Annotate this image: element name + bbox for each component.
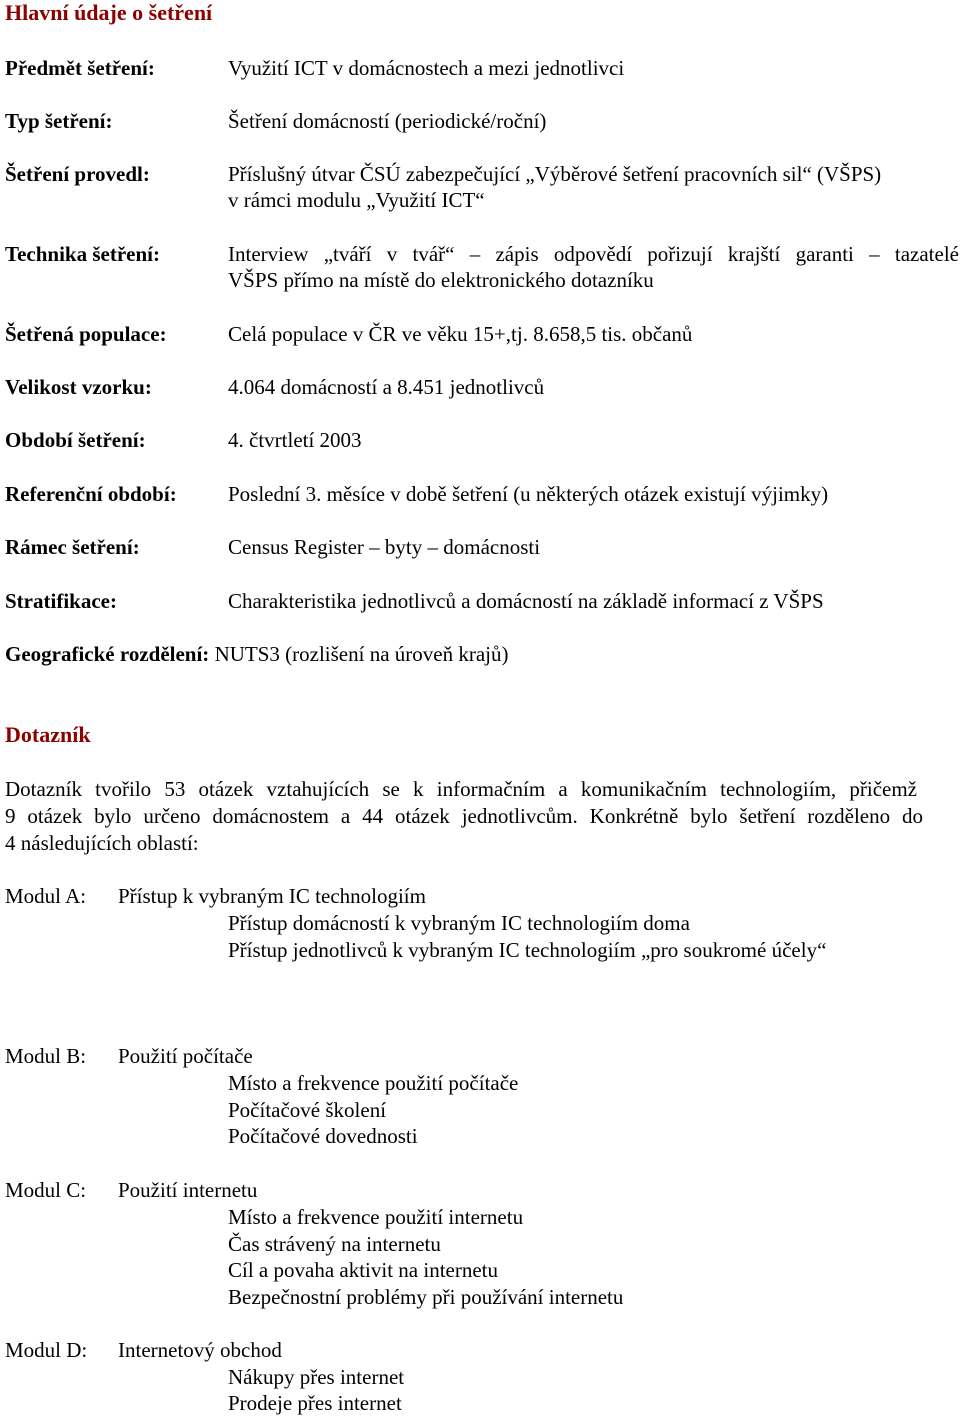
module-a-item: Přístup jednotlivců k vybraným IC technologiím „pro soukromé účely“ bbox=[228, 938, 827, 962]
module-d-item: Prodeje přes internet bbox=[228, 1391, 402, 1415]
field-value-population: Celá populace v ČR ve věku 15+,tj. 8.658,5 tis. občanů bbox=[228, 322, 693, 346]
module-d-item: Nákupy přes internet bbox=[228, 1365, 405, 1389]
module-c-item: Místo a frekvence použití internetu bbox=[228, 1205, 524, 1229]
field-value-reference-period: Poslední 3. měsíce v době šetření (u některých otázek existují výjimky) bbox=[228, 482, 829, 506]
module-a-title: Přístup k vybraným IC technologiím bbox=[118, 884, 426, 908]
field-label-conducted-by: Šetření provedl: bbox=[5, 162, 150, 186]
module-a-label: Modul A: bbox=[5, 884, 87, 908]
field-value-stratification: Charakteristika jednotlivců a domácností na základě informací z VŠPS bbox=[228, 589, 824, 613]
questionnaire-heading: Dotazník bbox=[5, 722, 91, 747]
page-title: Hlavní údaje o šetření bbox=[5, 0, 213, 25]
module-c-item: Bezpečnostní problémy při používání internetu bbox=[228, 1285, 624, 1309]
field-value-technique-line2: VŠPS přímo na místě do elektronického dotazníku bbox=[228, 268, 654, 292]
module-d-label: Modul D: bbox=[5, 1338, 88, 1362]
field-value-technique-line1: Interview „tváří v tvář“ – zápis odpovědí pořizují krajští garanti – tazatelé bbox=[228, 242, 959, 266]
field-label-population: Šetřená populace: bbox=[5, 322, 167, 346]
module-c-item: Cíl a povaha aktivit na internetu bbox=[228, 1258, 499, 1282]
module-c-title: Použití internetu bbox=[118, 1178, 258, 1202]
questionnaire-intro-line2: 9 otázek bylo určeno domácnostem a 44 otázek jednotlivcům. Konkrétně bylo šetření rozděleno do bbox=[5, 804, 923, 828]
field-label-period: Období šetření: bbox=[5, 428, 146, 452]
module-b-title: Použití počítače bbox=[118, 1044, 253, 1068]
field-value-conducted-by-line1: Příslušný útvar ČSÚ zabezpečující „Výběrové šetření pracovních sil“ (VŠPS) bbox=[228, 162, 882, 186]
field-label-frame: Rámec šetření: bbox=[5, 535, 140, 559]
field-value-conducted-by-line2: v rámci modulu „Využití ICT“ bbox=[228, 188, 485, 212]
module-c-label: Modul C: bbox=[5, 1178, 87, 1202]
field-label-sample-size: Velikost vzorku: bbox=[5, 375, 152, 399]
field-value-geographic: NUTS3 (rozlišení na úroveň krajů) bbox=[214, 642, 509, 666]
field-value-frame: Census Register – byty – domácnosti bbox=[228, 535, 541, 559]
module-b-item: Počítačové školení bbox=[228, 1098, 387, 1122]
field-label-subject: Předmět šetření: bbox=[5, 56, 155, 80]
module-a-item: Přístup domácností k vybraným IC technologiím doma bbox=[228, 911, 690, 935]
module-b-label: Modul B: bbox=[5, 1044, 87, 1068]
questionnaire-intro-line1: Dotazník tvořilo 53 otázek vztahujících se k informačním a komunikačním technologiím, přičemž bbox=[5, 777, 917, 801]
questionnaire-intro-line3: 4 následujících oblastí: bbox=[5, 831, 199, 855]
field-value-period: 4. čtvrtletí 2003 bbox=[228, 428, 362, 452]
field-label-geographic: Geografické rozdělení: bbox=[5, 642, 210, 666]
field-label-type: Typ šetření: bbox=[5, 109, 113, 133]
field-label-technique: Technika šetření: bbox=[5, 242, 160, 266]
module-c-item: Čas strávený na internetu bbox=[228, 1232, 441, 1256]
module-d-title: Internetový obchod bbox=[118, 1338, 282, 1362]
field-value-sample-size: 4.064 domácností a 8.451 jednotlivců bbox=[228, 375, 545, 399]
field-value-type: Šetření domácností (periodické/roční) bbox=[228, 109, 547, 133]
module-b-item: Místo a frekvence použití počítače bbox=[228, 1071, 519, 1095]
field-geographic bbox=[5, 641, 508, 667]
field-value-subject: Využití ICT v domácnostech a mezi jednotlivci bbox=[228, 56, 625, 80]
module-b-item: Počítačové dovednosti bbox=[228, 1124, 418, 1148]
field-label-stratification: Stratifikace: bbox=[5, 589, 117, 613]
field-label-reference-period: Referenční období: bbox=[5, 482, 177, 506]
